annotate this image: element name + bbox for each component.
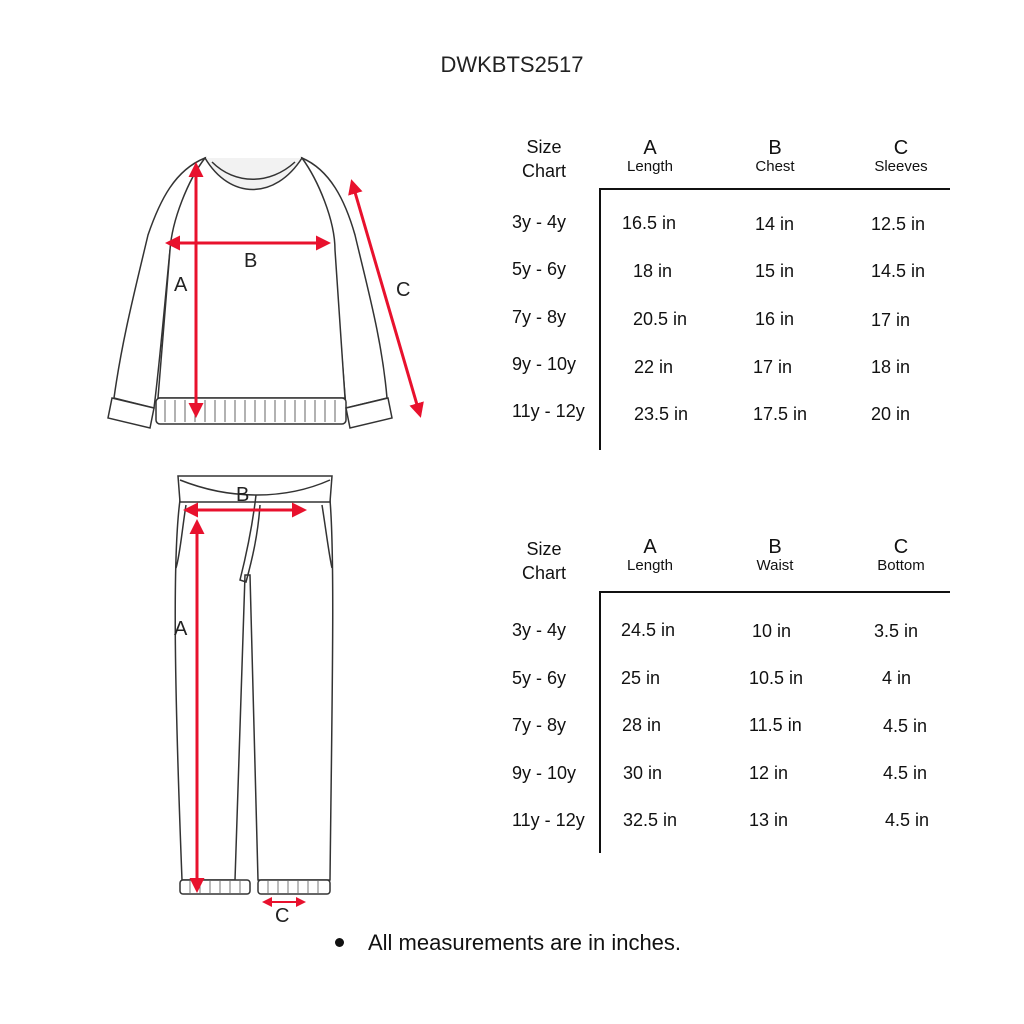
- pants-label-b: B: [236, 484, 250, 506]
- top-cell-length: 20.5 in: [633, 309, 688, 329]
- top-cell-sleeves: 20 in: [871, 404, 911, 424]
- top-cell-chest: 15 in: [755, 261, 795, 281]
- pants-drawing: [175, 476, 333, 894]
- bottom-cell-waist: 10.5 in: [749, 668, 804, 688]
- pants-label-c: C: [275, 905, 290, 927]
- bottom-cell-length: 28 in: [622, 715, 662, 735]
- page-title: DWKBTS2517: [440, 52, 584, 77]
- top-cell-length: 22 in: [634, 357, 674, 377]
- measurement-note-text: All measurements are in inches.: [368, 930, 682, 955]
- bottom-cell-length: 32.5 in: [623, 810, 678, 830]
- sweatshirt-label-b: B: [244, 250, 258, 272]
- sweatshirt-label-c: C: [396, 279, 411, 301]
- top-col-c-header: C Sleeves: [874, 137, 928, 175]
- top-cell-chest: 16 in: [755, 309, 795, 329]
- bottom-col-c-header: C Bottom: [877, 536, 925, 574]
- top-col-b-header: B Chest: [755, 137, 795, 175]
- bottom-size-chart-header: Size Chart: [521, 539, 566, 583]
- top-cell-length: 16.5 in: [622, 213, 677, 233]
- top-row-size: 3y - 4y: [512, 212, 567, 232]
- bottom-table-header-rule: [600, 591, 950, 593]
- bottom-row-size: 7y - 8y: [512, 715, 567, 735]
- bottom-cell-waist: 13 in: [749, 810, 789, 830]
- top-row-size: 7y - 8y: [512, 307, 567, 327]
- top-cell-length: 18 in: [633, 261, 673, 281]
- top-cell-sleeves: 17 in: [871, 310, 911, 330]
- top-cell-chest: 17 in: [753, 357, 793, 377]
- bottom-table-divider: [599, 591, 601, 853]
- bottom-cell-bottom: 4 in: [882, 668, 912, 688]
- bullet-icon: [335, 938, 344, 947]
- top-cell-sleeves: 12.5 in: [871, 214, 926, 234]
- top-cell-length: 23.5 in: [634, 404, 689, 424]
- bottom-cell-waist: 10 in: [752, 621, 792, 641]
- top-table-header-rule: [600, 188, 950, 190]
- top-cell-chest: 14 in: [755, 214, 795, 234]
- bottom-cell-length: 30 in: [623, 763, 663, 783]
- top-table-divider: [599, 188, 601, 450]
- bottom-row-size: 5y - 6y: [512, 668, 567, 688]
- bottom-col-a-header: A Length: [627, 536, 673, 574]
- bottom-row-size: 3y - 4y: [512, 620, 567, 640]
- top-col-a-header: A Length: [627, 137, 673, 175]
- top-cell-sleeves: 18 in: [871, 357, 911, 377]
- bottom-cell-bottom: 4.5 in: [883, 763, 928, 783]
- bottom-cell-waist: 11.5 in: [749, 715, 802, 735]
- bottom-row-size: 11y - 12y: [512, 810, 585, 830]
- bottom-row-size: 9y - 10y: [512, 763, 577, 783]
- pants-label-a: A: [174, 618, 188, 640]
- top-cell-chest: 17.5 in: [753, 404, 808, 424]
- top-row-size: 5y - 6y: [512, 259, 567, 279]
- bottom-cell-waist: 12 in: [749, 763, 789, 783]
- bottom-cell-bottom: 3.5 in: [874, 621, 919, 641]
- top-cell-sleeves: 14.5 in: [871, 261, 926, 281]
- sweatshirt-drawing: [108, 158, 392, 428]
- bottom-col-b-header: B Waist: [756, 536, 794, 574]
- bottom-cell-length: 24.5 in: [621, 620, 676, 640]
- sweatshirt-label-a: A: [174, 274, 188, 296]
- top-row-size: 9y - 10y: [512, 354, 577, 374]
- bottom-cell-bottom: 4.5 in: [883, 716, 928, 736]
- bottom-cell-bottom: 4.5 in: [885, 810, 930, 830]
- top-size-chart-header: Size Chart: [521, 137, 566, 181]
- measurement-note: [335, 930, 681, 956]
- top-row-size: 11y - 12y: [512, 401, 585, 421]
- bottom-cell-length: 25 in: [621, 668, 661, 688]
